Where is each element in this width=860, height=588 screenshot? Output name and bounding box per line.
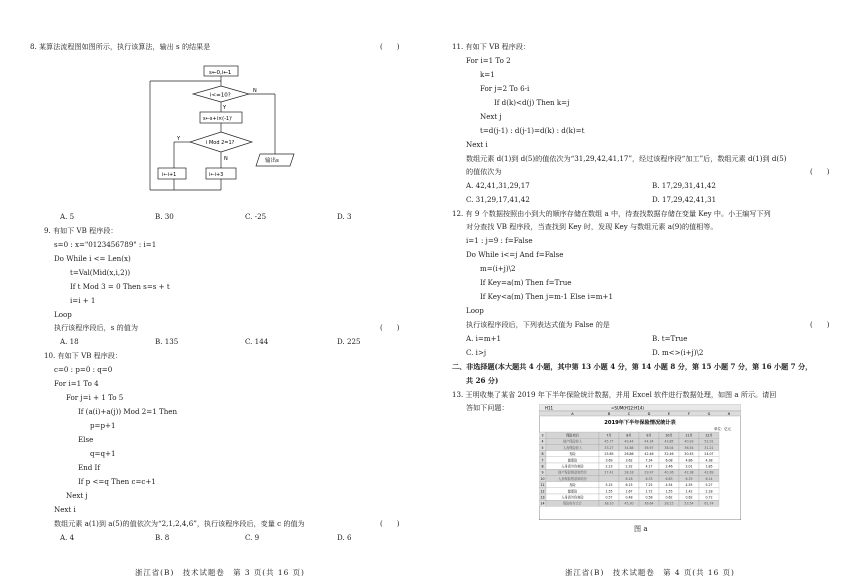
q11-code-3: For j=2 To 6-i xyxy=(480,84,530,93)
q8-stem: 8. 某算法流程图如图所示，执行该算法，输出 s 的结果是 xyxy=(30,42,211,51)
excel-cell-text: 0.62 xyxy=(665,495,673,500)
excel-row-number: 13 xyxy=(540,495,545,500)
q8-option-b: B. 30 xyxy=(155,212,174,221)
q11-code-1: For i=1 To 2 xyxy=(466,56,511,65)
excel-cell-text: 29.97 xyxy=(644,470,654,475)
flow-cond1: i<=10? xyxy=(210,92,231,99)
excel-cell-text: 6.33 xyxy=(645,476,653,481)
excel-cell-ref: H11 xyxy=(545,405,554,411)
excel-cell-text: 27.41 xyxy=(604,470,614,475)
excel-cell-text: 30.45 xyxy=(684,452,694,457)
q12-option-d: D. m<>(i+j)\2 xyxy=(652,348,704,357)
q13-stem: 13. 王明收集了某省 2019 年下半年保险统计数据，并用 Excel 软件进行数据处理，如图 a 所示。请回 xyxy=(452,390,777,399)
q11-code-4: If d(k)<d(j) Then k=j xyxy=(494,98,570,107)
excel-cell-text: 2.23 xyxy=(605,464,613,469)
excel-cell-text: 2.46 xyxy=(665,464,673,469)
excel-cell-text: 6.33 xyxy=(685,476,693,481)
excel-cell-text: 8月 xyxy=(626,433,632,438)
q9-option-c: C. 144 xyxy=(245,337,269,346)
q10-code-5: p=p+1 xyxy=(90,421,116,430)
q12-ask: 执行该程序段后，下列表达式值为 False 的是 xyxy=(466,320,610,329)
q12-paren: ( ) xyxy=(810,321,830,329)
excel-row-number: 4 xyxy=(541,439,544,444)
q10-code-10: Next j xyxy=(66,491,88,500)
q9-code-2: Do While i <= Len(x) xyxy=(54,254,131,263)
excel-row-number: 12 xyxy=(540,489,545,494)
excel-cell-text: 1.85 xyxy=(705,464,713,469)
left-page xyxy=(0,0,410,588)
excel-cell xyxy=(599,475,619,481)
figure-caption: 图 a xyxy=(634,524,648,533)
excel-col-A: A xyxy=(571,412,574,416)
q11-code-2: k=1 xyxy=(480,70,495,79)
excel-cell-text: 40.93 xyxy=(684,439,694,444)
excel-cell-text: 寿险 xyxy=(569,452,576,457)
excel-cell-text: 健康险 xyxy=(567,458,578,463)
flow-y2: Y xyxy=(177,136,181,142)
flow-y-label: Y xyxy=(223,105,227,111)
excel-cell-text: 2.01 xyxy=(685,464,693,469)
excel-row-number: 14 xyxy=(540,501,545,506)
excel-cell-text: 1.42 xyxy=(685,489,693,494)
excel-col-B: B xyxy=(607,412,611,416)
excel-cell-text: 36.54 xyxy=(684,445,694,450)
excel-cell-text: 0.57 xyxy=(605,495,613,500)
excel-cell-text: 0.48 xyxy=(625,495,633,500)
q9-paren: ( ) xyxy=(380,324,400,332)
q9-code-3: t=Val(Mid(x,i,2)) xyxy=(70,268,131,277)
q9-option-d: D. 225 xyxy=(337,337,361,346)
q10-code-1: c=0 : p=0 : q=0 xyxy=(54,365,113,374)
excel-cell-text: 10月 xyxy=(665,433,673,438)
excel-cell-text: 44.34 xyxy=(644,439,654,444)
q12-option-b: B. t=True xyxy=(652,334,688,343)
q11-option-b: B. 17,29,31,41,42 xyxy=(652,181,716,190)
excel-cell-text: 36.64 xyxy=(644,501,654,506)
flow-output: 输出s xyxy=(265,158,279,164)
q10-code-4: If (a(i)+a(j)) Mod 2=1 Then xyxy=(78,407,178,416)
excel-table-figure xyxy=(539,404,741,520)
q11-option-a: A. 42,41,31,29,17 xyxy=(466,181,530,190)
flow-init: s←0,i←1 xyxy=(209,70,232,76)
q11-ask-1: 数组元素 d(1)到 d(5)的值依次为“31,29,42,41,17”，经过该程序段“加工”后，数组元素 d(1)到 d(5) xyxy=(466,154,787,163)
q10-code-9: If p <=q Then c=c+1 xyxy=(78,477,156,486)
q10-option-b: B. 8 xyxy=(155,533,170,542)
q8-option-c: C. -25 xyxy=(245,212,267,221)
excel-row-number: 11 xyxy=(540,483,545,488)
excel-col-H: H xyxy=(727,412,731,416)
q11-option-d: D. 17,29,42,41,31 xyxy=(652,195,717,204)
excel-row-number: 5 xyxy=(541,445,544,450)
excel-cell-text: 人身意外伤害险 xyxy=(561,495,584,500)
q10-paren: ( ) xyxy=(380,520,400,528)
excel-row-number: 8 xyxy=(541,464,544,469)
excel-col-C: C xyxy=(627,412,631,416)
excel-cell-text: 健康险 xyxy=(567,489,578,494)
flow-inc1: i←i+1 xyxy=(162,172,177,178)
excel-cell-text: 4.17 xyxy=(645,464,653,469)
q9-stem: 9. 有如下 VB 程序段： xyxy=(44,226,118,235)
excel-formula: =SUM(H12:H14) xyxy=(611,405,644,411)
q13-stem-cont: 答如下问题： xyxy=(466,403,509,412)
excel-cell-text: 40.44 xyxy=(624,439,634,444)
q12-code-4: If Key=a(m) Then f=True xyxy=(480,278,572,287)
q8-option-a: A. 5 xyxy=(60,212,75,221)
flow-n2: N xyxy=(224,156,228,162)
excel-cell-text: 31.21 xyxy=(704,445,714,450)
excel-cell-text: 1.72 xyxy=(645,489,653,494)
excel-cell-text: 33.27 xyxy=(604,445,614,450)
excel-cell-text: 6.08 xyxy=(665,458,673,463)
excel-cell-text: 4.86 xyxy=(685,458,693,463)
excel-cell-text: 4.55 xyxy=(685,483,693,488)
q9-option-a: A. 18 xyxy=(60,337,79,346)
q11-stem: 11. 有如下 VB 程序段： xyxy=(452,42,531,51)
q11-paren: ( ) xyxy=(810,168,830,176)
excel-cell-text: 9月 xyxy=(646,433,652,438)
q8-flowchart xyxy=(140,62,320,210)
flow-n-label: N xyxy=(253,88,257,94)
excel-cell-text: 4.54 xyxy=(665,483,673,488)
excel-row-number: 9 xyxy=(541,470,544,475)
q11-code-7: Next i xyxy=(466,140,488,149)
excel-cell-text: 7.25 xyxy=(645,483,653,488)
excel-cell-text: 6.15 xyxy=(625,483,633,488)
excel-cell-text: 人寿保险赔款和给付 xyxy=(558,476,587,481)
q12-code-6: Loop xyxy=(466,306,484,315)
excel-cell-text: 1.55 xyxy=(605,489,613,494)
excel-cell-text: 6.14 xyxy=(705,476,713,481)
q10-code-6: Else xyxy=(78,435,94,444)
excel-cell-text: 43.85 xyxy=(664,439,674,444)
excel-cell-text: 1.67 xyxy=(625,489,633,494)
excel-cell-text: 34.88 xyxy=(624,445,634,450)
excel-cell-text: 2.32 xyxy=(625,464,633,469)
q10-option-a: A. 4 xyxy=(60,533,75,542)
excel-cell-text: 2.18 xyxy=(705,489,713,494)
excel-cell-text: 人身意外伤害险 xyxy=(561,464,584,469)
left-footer: 浙江省(B) 技术试题卷 第 3 页(共 16 页) xyxy=(135,568,305,577)
q12-code-5: If Key<a(m) Then j=m-1 Else i=m+1 xyxy=(480,292,613,301)
q9-option-b: B. 135 xyxy=(155,337,179,346)
excel-row-number: 10 xyxy=(540,476,545,481)
section2-heading: 二、非选择题(本大题共 4 小题，其中第 13 小题 4 分，第 14 小题 8 分，第 15 小题 7 分，第 16 小题 7 分， xyxy=(452,362,813,371)
excel-cell-text: 28.15 xyxy=(664,501,674,506)
excel-cell-text: 42.69 xyxy=(704,470,714,475)
excel-cell-text: 52.01 xyxy=(704,439,714,444)
q11-option-c: C. 31,29,17,41,42 xyxy=(466,195,530,204)
flow-step: s←s+i×(-1)ⁱ xyxy=(203,116,232,122)
excel-cell-text: 40.36 xyxy=(664,470,674,475)
excel-cell-text: 7.34 xyxy=(645,458,653,463)
excel-cell-text: 38.04 xyxy=(664,445,674,450)
excel-cell-text: 3.69 xyxy=(605,458,613,463)
q9-code-4: If t Mod 3 = 0 Then s=s + t xyxy=(70,282,170,291)
excel-cell-text: 人寿保险收入 xyxy=(562,445,583,450)
excel-cell-text: 61.74 xyxy=(704,501,714,506)
excel-cell-text: 0.58 xyxy=(645,495,653,500)
right-footer: 浙江省(B) 技术试题卷 第 4 页(共 16 页) xyxy=(565,568,735,577)
excel-cell-text: 38.10 xyxy=(604,501,614,506)
excel-cell-text: 45.77 xyxy=(604,439,614,444)
excel-col-F: F xyxy=(687,412,691,416)
excel-cell-text: 3.62 xyxy=(625,458,633,463)
excel-cell-text: 0.72 xyxy=(705,495,713,500)
excel-cell-text: 28.18 xyxy=(624,470,634,475)
q10-code-3: For j=i + 1 To 5 xyxy=(66,393,124,402)
q10-code-7: q=q+1 xyxy=(90,449,116,458)
excel-cell-text: 保险收付合计 xyxy=(562,501,583,506)
excel-cell-text: 6.83 xyxy=(665,476,673,481)
excel-row-number: 6 xyxy=(541,452,544,457)
excel-cell-text: 5.15 xyxy=(605,483,613,488)
excel-cell-text: 财产保险收入 xyxy=(562,439,583,444)
excel-cell-text: 4.38 xyxy=(705,458,713,463)
q9-ask: 执行该程序段后，s 的值为 xyxy=(54,323,138,332)
q10-ask: 数组元素 a(1)到 a(5)的值依次为“2,1,2,4,6”，执行该程序段后，变量 c 的值为 xyxy=(54,519,305,528)
q10-code-8: End If xyxy=(78,463,100,472)
q8-option-d: D. 3 xyxy=(337,212,352,221)
excel-cell-text: 7月 xyxy=(606,433,612,438)
q10-code-11: Next i xyxy=(54,505,76,514)
excel-col-G: G xyxy=(707,412,711,416)
flow-inc2: i←i+3 xyxy=(209,172,224,178)
section2-heading-cont: 共 26 分) xyxy=(466,376,499,385)
excel-cell-text: 24.07 xyxy=(704,452,714,457)
excel-col-D: D xyxy=(647,412,651,416)
excel-row-number: 7 xyxy=(541,458,544,463)
excel-cell-text: 11月 xyxy=(685,433,693,438)
excel-cell-text: 12月 xyxy=(705,433,713,438)
excel-cell-text: 53.54 xyxy=(684,501,694,506)
q9-code-5: i=i + 1 xyxy=(70,296,96,305)
q12-option-a: A. i=m+1 xyxy=(466,334,502,343)
q8-paren: ( ) xyxy=(380,43,400,51)
excel-unit: 单位：亿元 xyxy=(714,427,731,431)
q11-code-5: Next j xyxy=(480,112,502,121)
q9-code-1: s=0 : x="0123456789" : i=1 xyxy=(54,240,157,249)
excel-cell-text: 保险项目 xyxy=(566,433,579,438)
q12-code-3: m=(i+j)\2 xyxy=(480,264,516,273)
q10-code-2: For i=1 To 4 xyxy=(54,379,99,388)
excel-row-number: 3 xyxy=(541,433,544,438)
excel-cell-text: 0.62 xyxy=(685,495,693,500)
q10-stem: 10. 有如下 VB 程序段： xyxy=(44,351,123,360)
q9-code-6: Loop xyxy=(54,310,72,319)
excel-cell-text: 1.55 xyxy=(665,489,673,494)
excel-cell-text: 36.97 xyxy=(644,445,654,450)
q12-stem-2: 对分查找 VB 程序段，当查找到 Key 时，发现 Key 与数组元素 a(9)的值相等。 xyxy=(466,222,718,231)
excel-cell-text: 5.27 xyxy=(705,483,713,488)
excel-col-E: E xyxy=(667,412,671,416)
q11-ask-2: 的值依次为 xyxy=(466,167,502,176)
q11-code-6: t=d(j-1) : d(j-1)=d(k) : d(k)=t xyxy=(480,126,585,135)
excel-cell-text: 6.18 xyxy=(625,476,633,481)
excel-title: 2019年下半年保险情况统计表 xyxy=(604,420,676,426)
excel-cell-text: 25.85 xyxy=(604,452,614,457)
excel-cell-text: 42.38 xyxy=(684,470,694,475)
excel-grid xyxy=(539,432,719,506)
q10-option-d: D. 6 xyxy=(337,533,352,542)
q12-stem-1: 12. 有 9 个数据按照由小到大的顺序存储在数组 a 中，待查找数据存储在变量 Key 中。小王编写下列 xyxy=(452,209,771,218)
q10-option-c: C. 9 xyxy=(245,533,260,542)
q12-code-1: i=1 : j=9 : f=False xyxy=(466,236,533,245)
excel-cell-text: 42.46 xyxy=(644,452,654,457)
flow-cond2: i Mod 2=1? xyxy=(206,140,235,146)
q12-option-c: C. i>j xyxy=(466,348,487,357)
excel-cell-text: 45.30 xyxy=(624,501,634,506)
excel-cell-text: 财产保险赔款和给付 xyxy=(558,470,587,475)
excel-cell-text: 32.46 xyxy=(664,452,674,457)
excel-cell-text: 寿险 xyxy=(569,483,576,488)
excel-cell-text: 26.86 xyxy=(624,452,634,457)
q12-code-2: Do While i<=j And f=False xyxy=(466,250,564,259)
